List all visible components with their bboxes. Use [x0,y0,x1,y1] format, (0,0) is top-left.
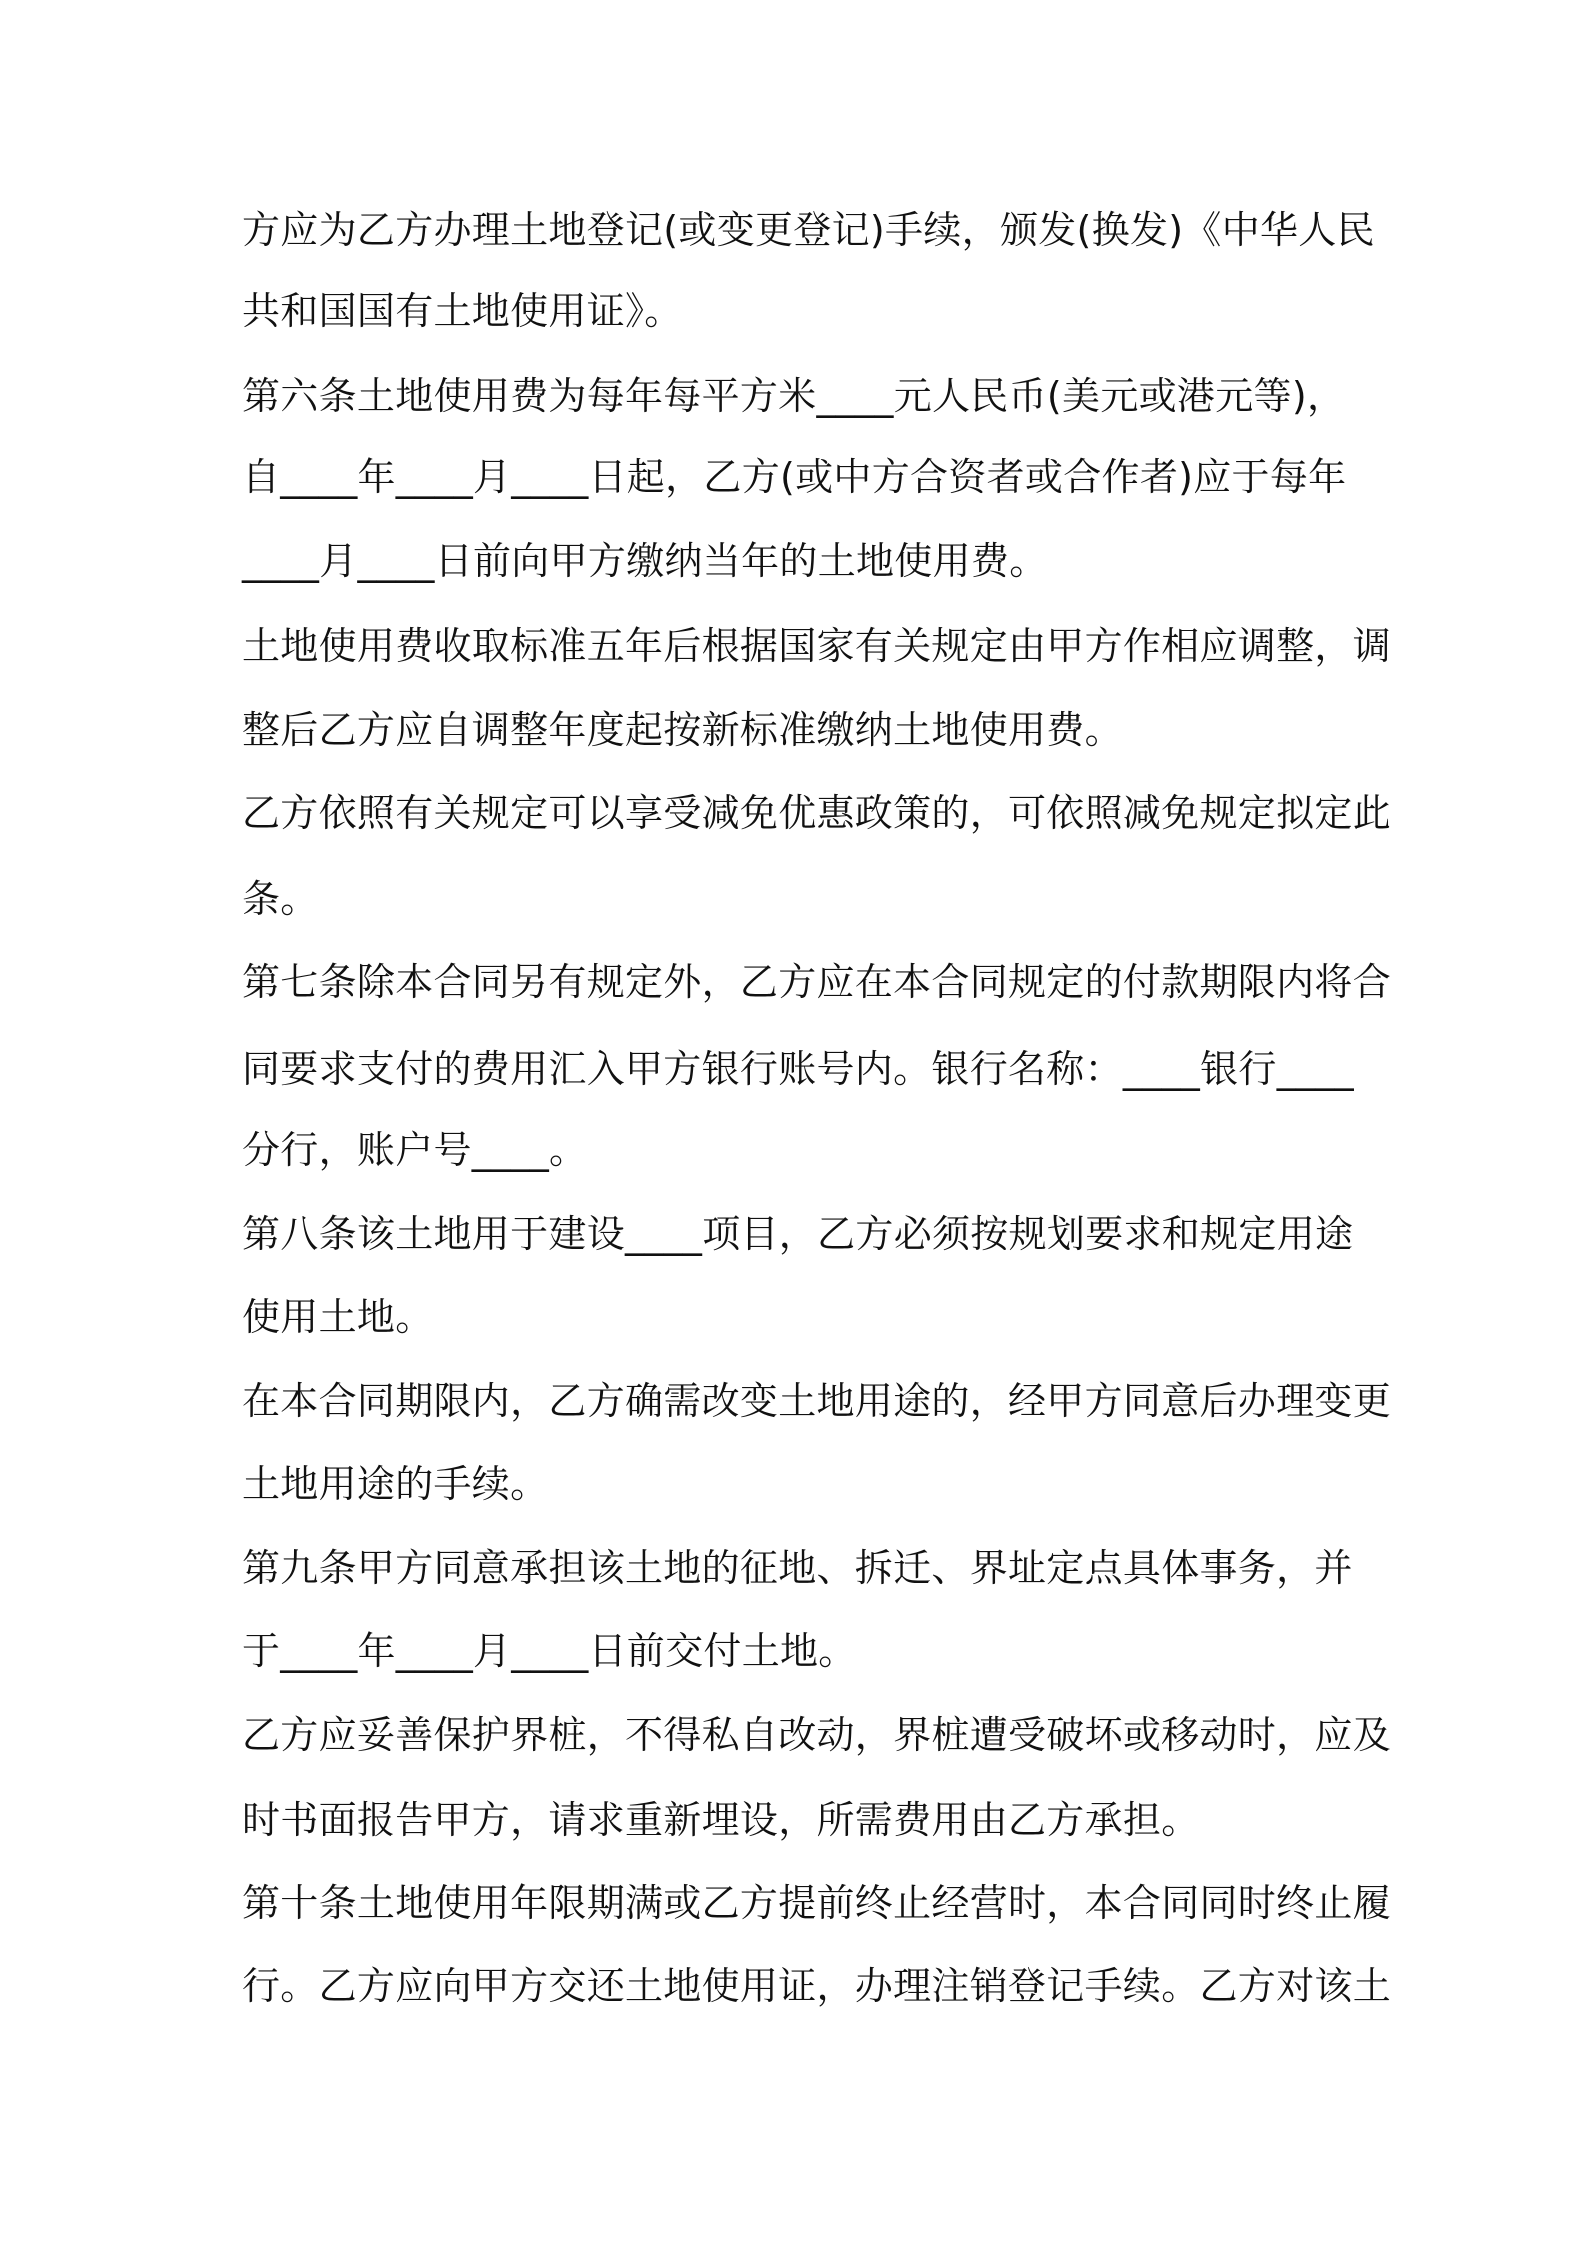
text-line: 在本合同期限内，乙方确需改变土地用途的，经甲方同意后办理变更 [242,1379,1392,1423]
text-line: 土地使用费收取标准五年后根据国家有关规定由甲方作相应调整，调 [242,624,1392,668]
text-line: 条。 [242,877,319,921]
text-line: 乙方依照有关规定可以享受减免优惠政策的，可依照减免规定拟定此 [242,791,1392,835]
text-line: 整后乙方应自调整年度起按新标准缴纳土地使用费。 [242,708,1123,752]
text-line: 第八条该土地用于建设____项目，乙方必须按规划要求和规定用途 [242,1212,1354,1256]
text-line: 自____年____月____日起，乙方(或中方合资者或合作者)应于每年 [242,455,1347,499]
text-line: 土地用途的手续。 [242,1462,549,1506]
text-line: 时书面报告甲方，请求重新埋设，所需费用由乙方承担。 [242,1798,1200,1842]
text-line: 共和国国有土地使用证》。 [242,289,683,333]
text-line: 分行，账户号____。 [242,1128,588,1172]
text-line: 行。乙方应向甲方交还土地使用证，办理注销登记手续。乙方对该土 [242,1964,1392,2008]
text-line: 第六条土地使用费为每年每平方米____元人民币(美元或港元等)， [242,374,1346,418]
text-line: 于____年____月____日前交付土地。 [242,1629,857,1673]
text-line: 第九条甲方同意承担该土地的征地、拆迁、界址定点具体事务，并 [242,1546,1353,1590]
text-line: 第七条除本合同另有规定外，乙方应在本合同规定的付款期限内将合 [242,960,1392,1004]
text-line: 方应为乙方办理土地登记(或变更登记)手续，颁发(换发)《中华人民 [242,208,1375,252]
text-line: 使用土地。 [242,1295,434,1339]
text-line: 第十条土地使用年限期满或乙方提前终止经营时，本合同同时终止履 [242,1881,1392,1925]
text-line: 同要求支付的费用汇入甲方银行账号内。银行名称：____银行____ [242,1047,1354,1091]
text-line: ____月____日前向甲方缴纳当年的土地使用费。 [242,539,1048,583]
text-line: 乙方应妥善保护界桩，不得私自改动，界桩遭受破坏或移动时，应及 [242,1713,1392,1757]
